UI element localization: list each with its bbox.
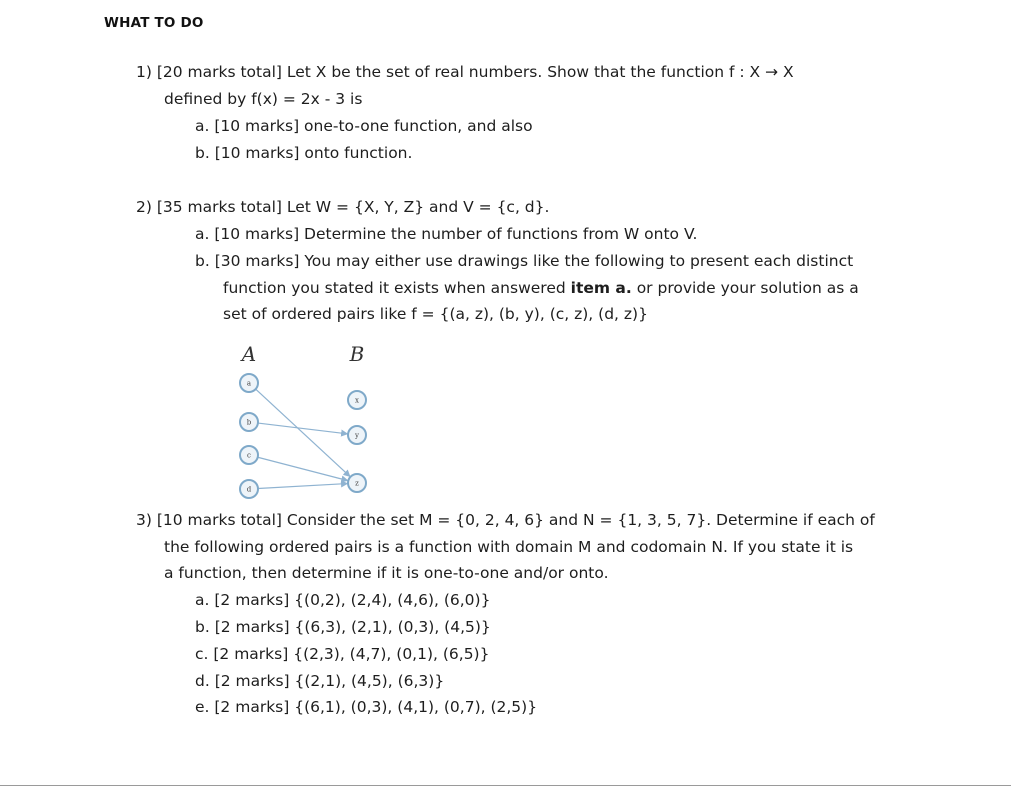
q3-item-a: a. [2 marks] {(0,2), (2,4), (4,6), (6,0)} xyxy=(195,591,491,609)
mapping-arrow-c-to-z xyxy=(258,457,348,480)
q3-item-b: b. [2 marks] {(6,3), (2,1), (0,3), (4,5)} xyxy=(195,618,491,636)
domain-node-label: c xyxy=(247,451,251,460)
function-mapping-diagram xyxy=(230,338,380,500)
q2-item-b-line-2-pre: function you stated it exists when answered xyxy=(223,279,571,297)
codomain-node-x xyxy=(348,391,366,409)
set-b-label: B xyxy=(349,342,365,366)
q1-line-2: defined by f(x) = 2x - 3 is xyxy=(164,90,363,108)
q2-item-b-line-2 xyxy=(223,278,859,298)
domain-node-b xyxy=(240,413,258,431)
q3-item-c: c. [2 marks] {(2,3), (4,7), (0,1), (6,5)} xyxy=(195,645,490,663)
mapping-arrow-d-to-z xyxy=(258,484,347,489)
domain-node-c xyxy=(240,446,258,464)
page-heading: WHAT TO DO xyxy=(104,15,204,31)
q2-item-b-line-1: b. [30 marks] You may either use drawings like the following to present each distinct xyxy=(195,252,854,270)
domain-node-label: b xyxy=(246,418,252,427)
codomain-node-label: x xyxy=(355,396,359,405)
q2-item-b-line-3: set of ordered pairs like f = {(a, z), (b, y), (c, z), (d, z)} xyxy=(223,305,648,323)
page-bottom-border xyxy=(0,785,1011,786)
q3-line-2: the following ordered pairs is a function with domain M and codomain N. If you state it is xyxy=(164,538,854,556)
q2-line-1: 2) [35 marks total] Let W = {X, Y, Z} and V = {c, d}. xyxy=(136,198,550,216)
q3-item-e: e. [2 marks] {(6,1), (0,3), (4,1), (0,7), (2,5)} xyxy=(195,698,538,716)
codomain-node-label: z xyxy=(355,479,359,488)
domain-node-a xyxy=(240,374,258,392)
item-a-reference: item a. xyxy=(570,279,632,297)
codomain-node-y xyxy=(348,426,366,444)
codomain-node-z xyxy=(348,474,366,492)
q2-item-b-line-2-post: or provide your solution as a xyxy=(631,279,859,297)
q1-item-a: a. [10 marks] one-to-one function, and also xyxy=(195,117,533,135)
domain-node-label: a xyxy=(246,379,252,388)
codomain-node-label: y xyxy=(355,431,359,440)
q1-line-1: 1) [20 marks total] Let X be the set of real numbers. Show that the function f : X → X xyxy=(136,63,794,81)
q3-line-1: 3) [10 marks total] Consider the set M = {0, 2, 4, 6} and N = {1, 3, 5, 7}. Determine if each of xyxy=(136,511,875,529)
set-a-label: A xyxy=(241,342,257,366)
q1-item-b: b. [10 marks] onto function. xyxy=(195,144,413,162)
domain-node-label: d xyxy=(246,485,252,494)
q3-item-d: d. [2 marks] {(2,1), (4,5), (6,3)} xyxy=(195,672,445,690)
domain-node-d xyxy=(240,480,258,498)
q2-item-a: a. [10 marks] Determine the number of functions from W onto V. xyxy=(195,225,698,243)
q3-line-3: a function, then determine if it is one-to-one and/or onto. xyxy=(164,564,609,582)
